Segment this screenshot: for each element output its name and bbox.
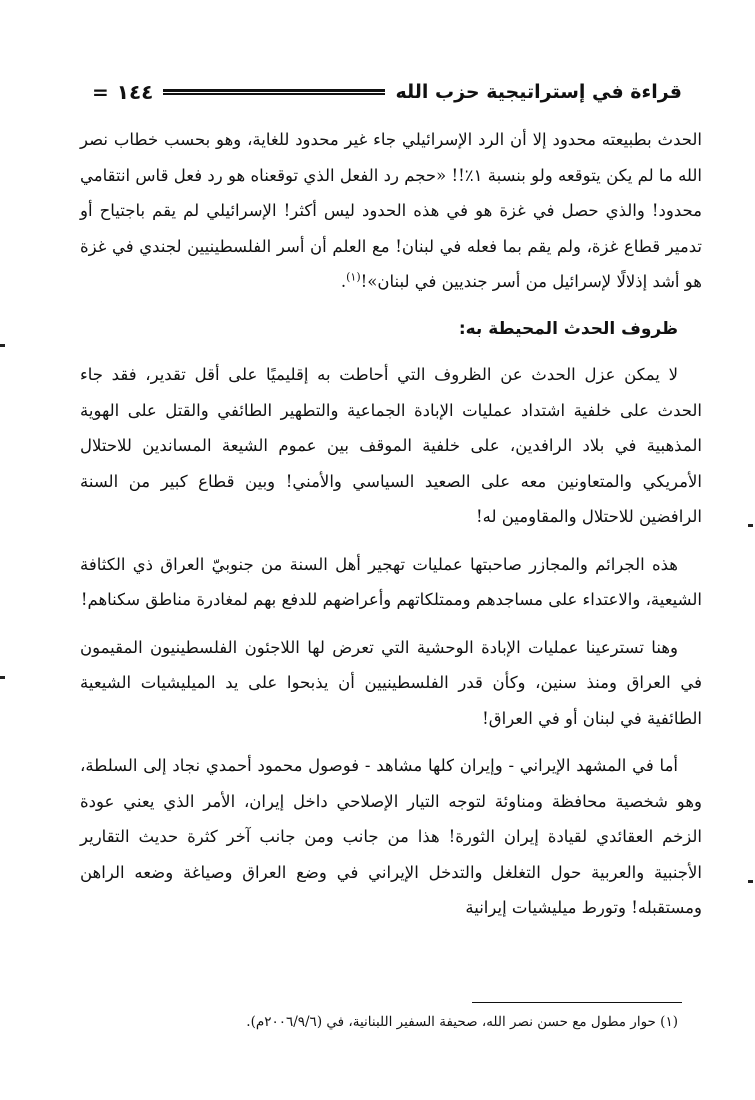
paragraph-1-end: .	[340, 272, 347, 291]
paragraph-1	[80, 122, 702, 300]
paragraph-5: أما في المشهد الإيراني - وإيران كلها مشاهد - فوصول محمود أحمدي نجاد إلى السلطة، وهو شخصية محافظة ومناوئة لتوجه التيار الإصلاحي داخل إيران، الأمر الذي يعني عودة الزخم العقائدي لقيادة إيران الثورة! هذا من جانب ومن جانب آخر كثرة حديث التقارير الأجنبية والعربية حول التغلغل والتدخل الإيراني في وضع العراق وصياغة وضعه الراهن ومستقبله! وتورط ميليشيات إيرانية	[80, 756, 702, 917]
page-number-dash: =	[92, 80, 109, 104]
footnote: (١) حوار مطول مع حسن نصر الله، صحيفة السفير اللبنانية، في (٢٠٠٦/٩/٦م).	[246, 1014, 678, 1030]
body-text	[80, 122, 702, 938]
paragraph-1-text: الحدث بطبيعته محدود إلا أن الرد الإسرائيلي جاء غير محدود للغاية، وهو بحسب خطاب نصر الله ما لم يكن يتوقعه ولو بنسبة ١٪!! «حجم رد الفعل الذي توقعناه هو رد فعل قاس انتقامي محدود! والذي حصل في غزة هو في هذه الحدود ليس أكثر! الإسرائيلي لم يقم باجتياح أو تدمير قطاع غزة، ولم يقم بما فعله في لبنان! مع العلم أن أسر الفلسطينيين لجندي في غزة هو أشد إذلالًا لإسرائيل من أسر جنديين في لبنان»!	[80, 130, 703, 291]
section-heading: ظروف الحدث المحيطة به:	[458, 318, 678, 339]
scan-margin-mark	[748, 880, 753, 883]
page-number: ١٤٤	[116, 80, 154, 104]
page-header	[92, 72, 682, 112]
paragraph-2: لا يمكن عزل الحدث عن الظروف التي أحاطت به إقليميًا على أقل تقدير، فقد جاء الحدث على خلفية اشتداد عمليات الإبادة الجماعية والتطهير الطائفي والقتل على الهوية المذهبية في بلاد الرافدين، على خلفية الموقف بين عموم الشيعة المساندين للاحتلال الأمريكي والمتعاونين معه على الصعيد السياسي والأمني! وبين قطاع كبير من السنة الرافضين للاحتلال والمقاومين له!	[80, 365, 702, 526]
scan-margin-mark	[0, 344, 5, 347]
running-title: قراءة في إستراتيجية حزب الله	[395, 81, 682, 103]
paragraph-3: هذه الجرائم والمجازر صاحبتها عمليات تهجير أهل السنة من جنوبيّ العراق ذي الكثافة الشيعية، والاعتداء على مساجدهم وممتلكاتهم وأعراضهم للدفع بهم لمغادرة مناطق سكناهم!	[80, 554, 702, 609]
scan-margin-mark	[748, 524, 753, 527]
footnote-reference: (١)	[346, 270, 361, 284]
header-rule	[163, 89, 385, 95]
paragraph-4: وهنا تسترعينا عمليات الإبادة الوحشية التي تعرض لها اللاجئون الفلسطينيون المقيمون في العراق ومنذ سنين، وكأن قدر الفلسطينيين أن يذبحوا على يد الميليشيات الشيعية الطائفية في لبنان أو في العراق!	[80, 637, 702, 728]
scan-margin-mark	[0, 676, 5, 679]
footnote-rule	[472, 1002, 682, 1003]
